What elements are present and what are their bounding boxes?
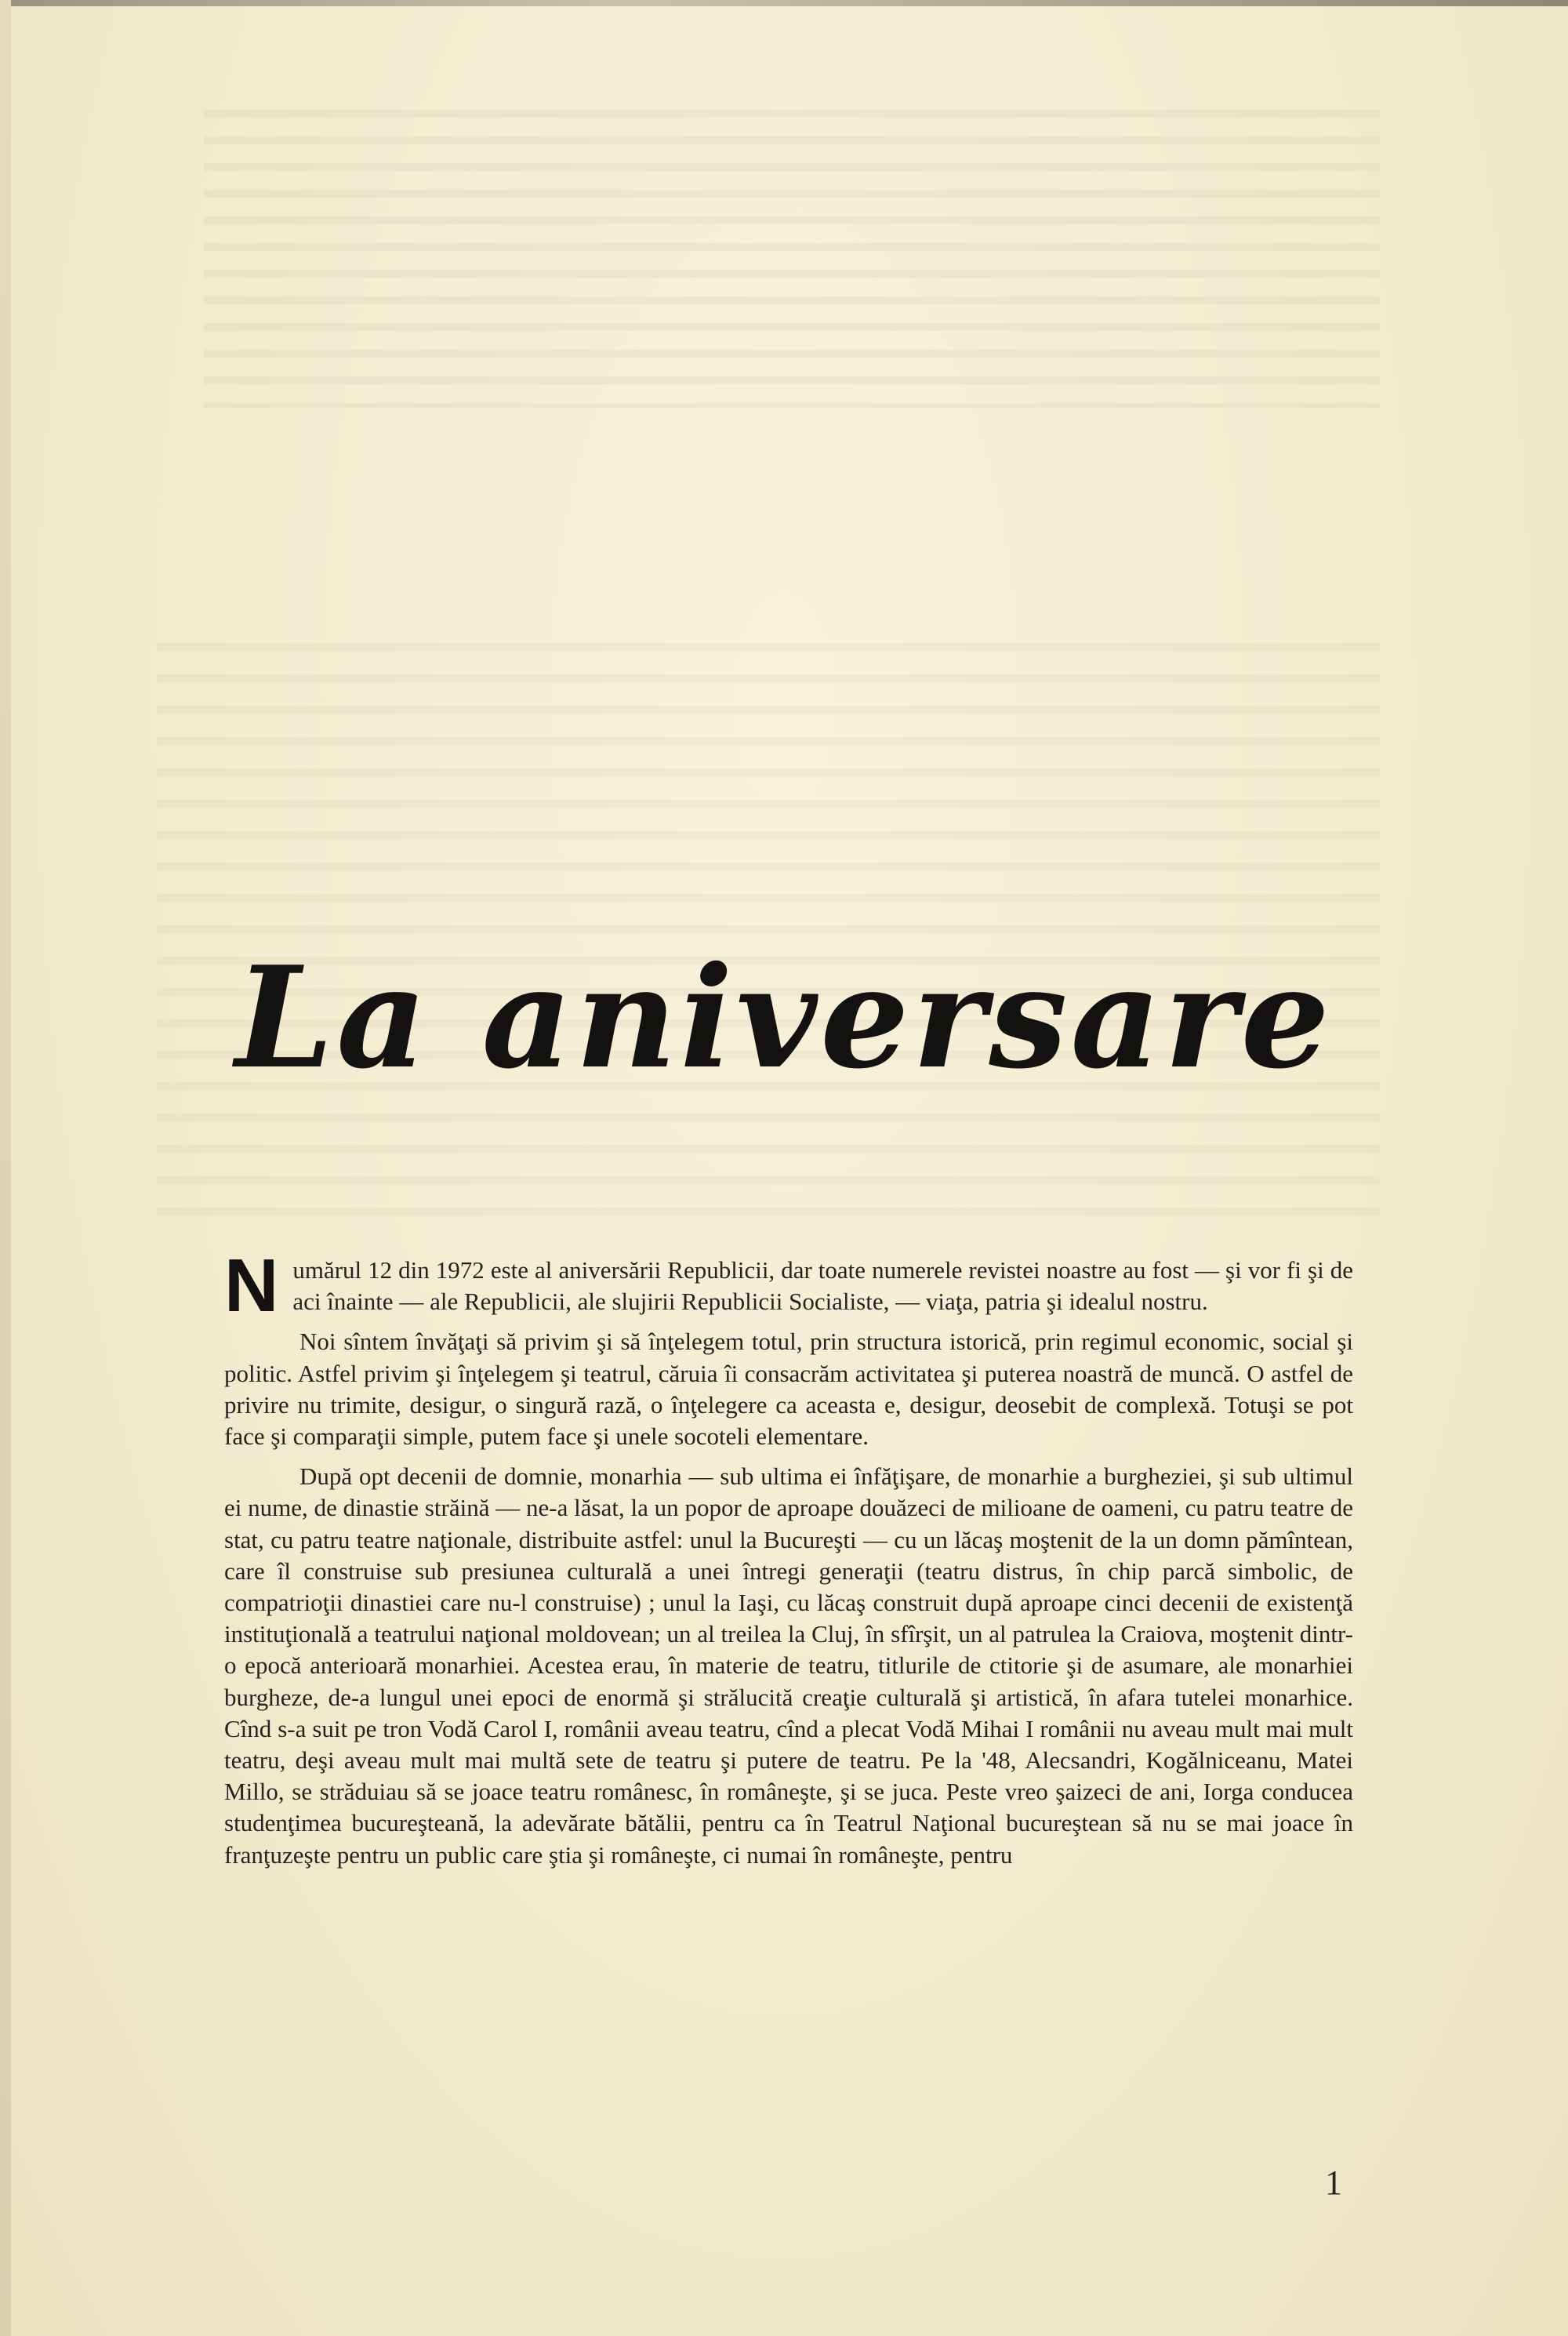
paragraph-2: Noi sîntem învăţaţi să privim şi să înţelegem totul, prin structura istorică, prin regimul economic, social şi politic. Astfel privim şi înţelegem şi teatrul, căruia îi consacrăm activitatea şi puterea noastră de muncă. O astfel de privire nu trimite, desigur, o singură rază, o înţelegere ca aceasta e, desigur, deosebit de complexă. Totuşi se pot face şi comparaţii simple, putem face şi unele socoteli elementare.: [224, 1328, 1353, 1451]
article-title: La aniversare: [235, 935, 1333, 1100]
drop-cap: N: [224, 1244, 279, 1328]
paragraph-1-text: umărul 12 din 1972 este al aniversării Republicii, dar toate numerele revistei noastre au fost — şi vor fi şi de aci înainte — ale Republicii, ale slujirii Republicii Socialiste, — viaţa, patria şi idealul nostru.: [292, 1256, 1353, 1316]
page-top-edge: [0, 0, 1568, 6]
page-left-edge: [0, 0, 11, 2336]
show-through-text: [204, 110, 1380, 408]
article-body: [224, 1244, 1353, 1880]
paragraph-1: [224, 1244, 1353, 1328]
page-number: 1: [1325, 2163, 1342, 2202]
paragraph-3: După opt decenii de domnie, monarhia — sub ultima ei înfăţişare, de monarhie a burgheziei, şi sub ultimul ei nume, de dinastie străină — ne-a lăsat, la un popor de aproape douăzeci de milioane de oameni, cu patru teatre de stat, cu patru teatre naţionale, distribuite astfel: unul la Bucureşti — cu un lăcaş moştenit de la un domn pămîntean, care îl construise sub presiunea culturală a unei întregi generaţii (teatru distrus, în chip parcă simbolic, de compatrioţii dinastiei care nu-l construise) ; unul la Iaşi, cu lăcaş construit după aproape cinci decenii de existenţă instituţională a teatrului naţional moldovean; un al treilea la Cluj, în sfîrşit, un al patrulea la Craiova, moştenit dintr-o epocă anterioară monarhiei. Acestea erau, în materie de teatru, titlurile de ctitorie şi de asumare, ale monarhiei burgheze, de-a lungul unei epoci de enormă şi strălucită creaţie culturală şi artistică, în afara tutelei monarhice. Cînd s-a suit pe tron Vodă Carol I, românii aveau teatru, cînd a plecat Vodă Mihai I românii nu aveau mult mai mult teatru, deşi aveau mult mai multă sete de teatru şi putere de teatru. Pe la '48, Alecsandri, Kogălniceanu, Matei Millo, se străduiau să se joace teatru românesc, în româneşte, şi se juca. Peste vreo şaizeci de ani, Iorga conducea studenţimea bucureşteană, la adevărate bătălii, pentru ca în Teatrul Naţional bucureştean să nu se mai joace în franţuzeşte pentru un public care ştia şi româneşte, ci numai în româneşte, pentru: [224, 1462, 1353, 1869]
